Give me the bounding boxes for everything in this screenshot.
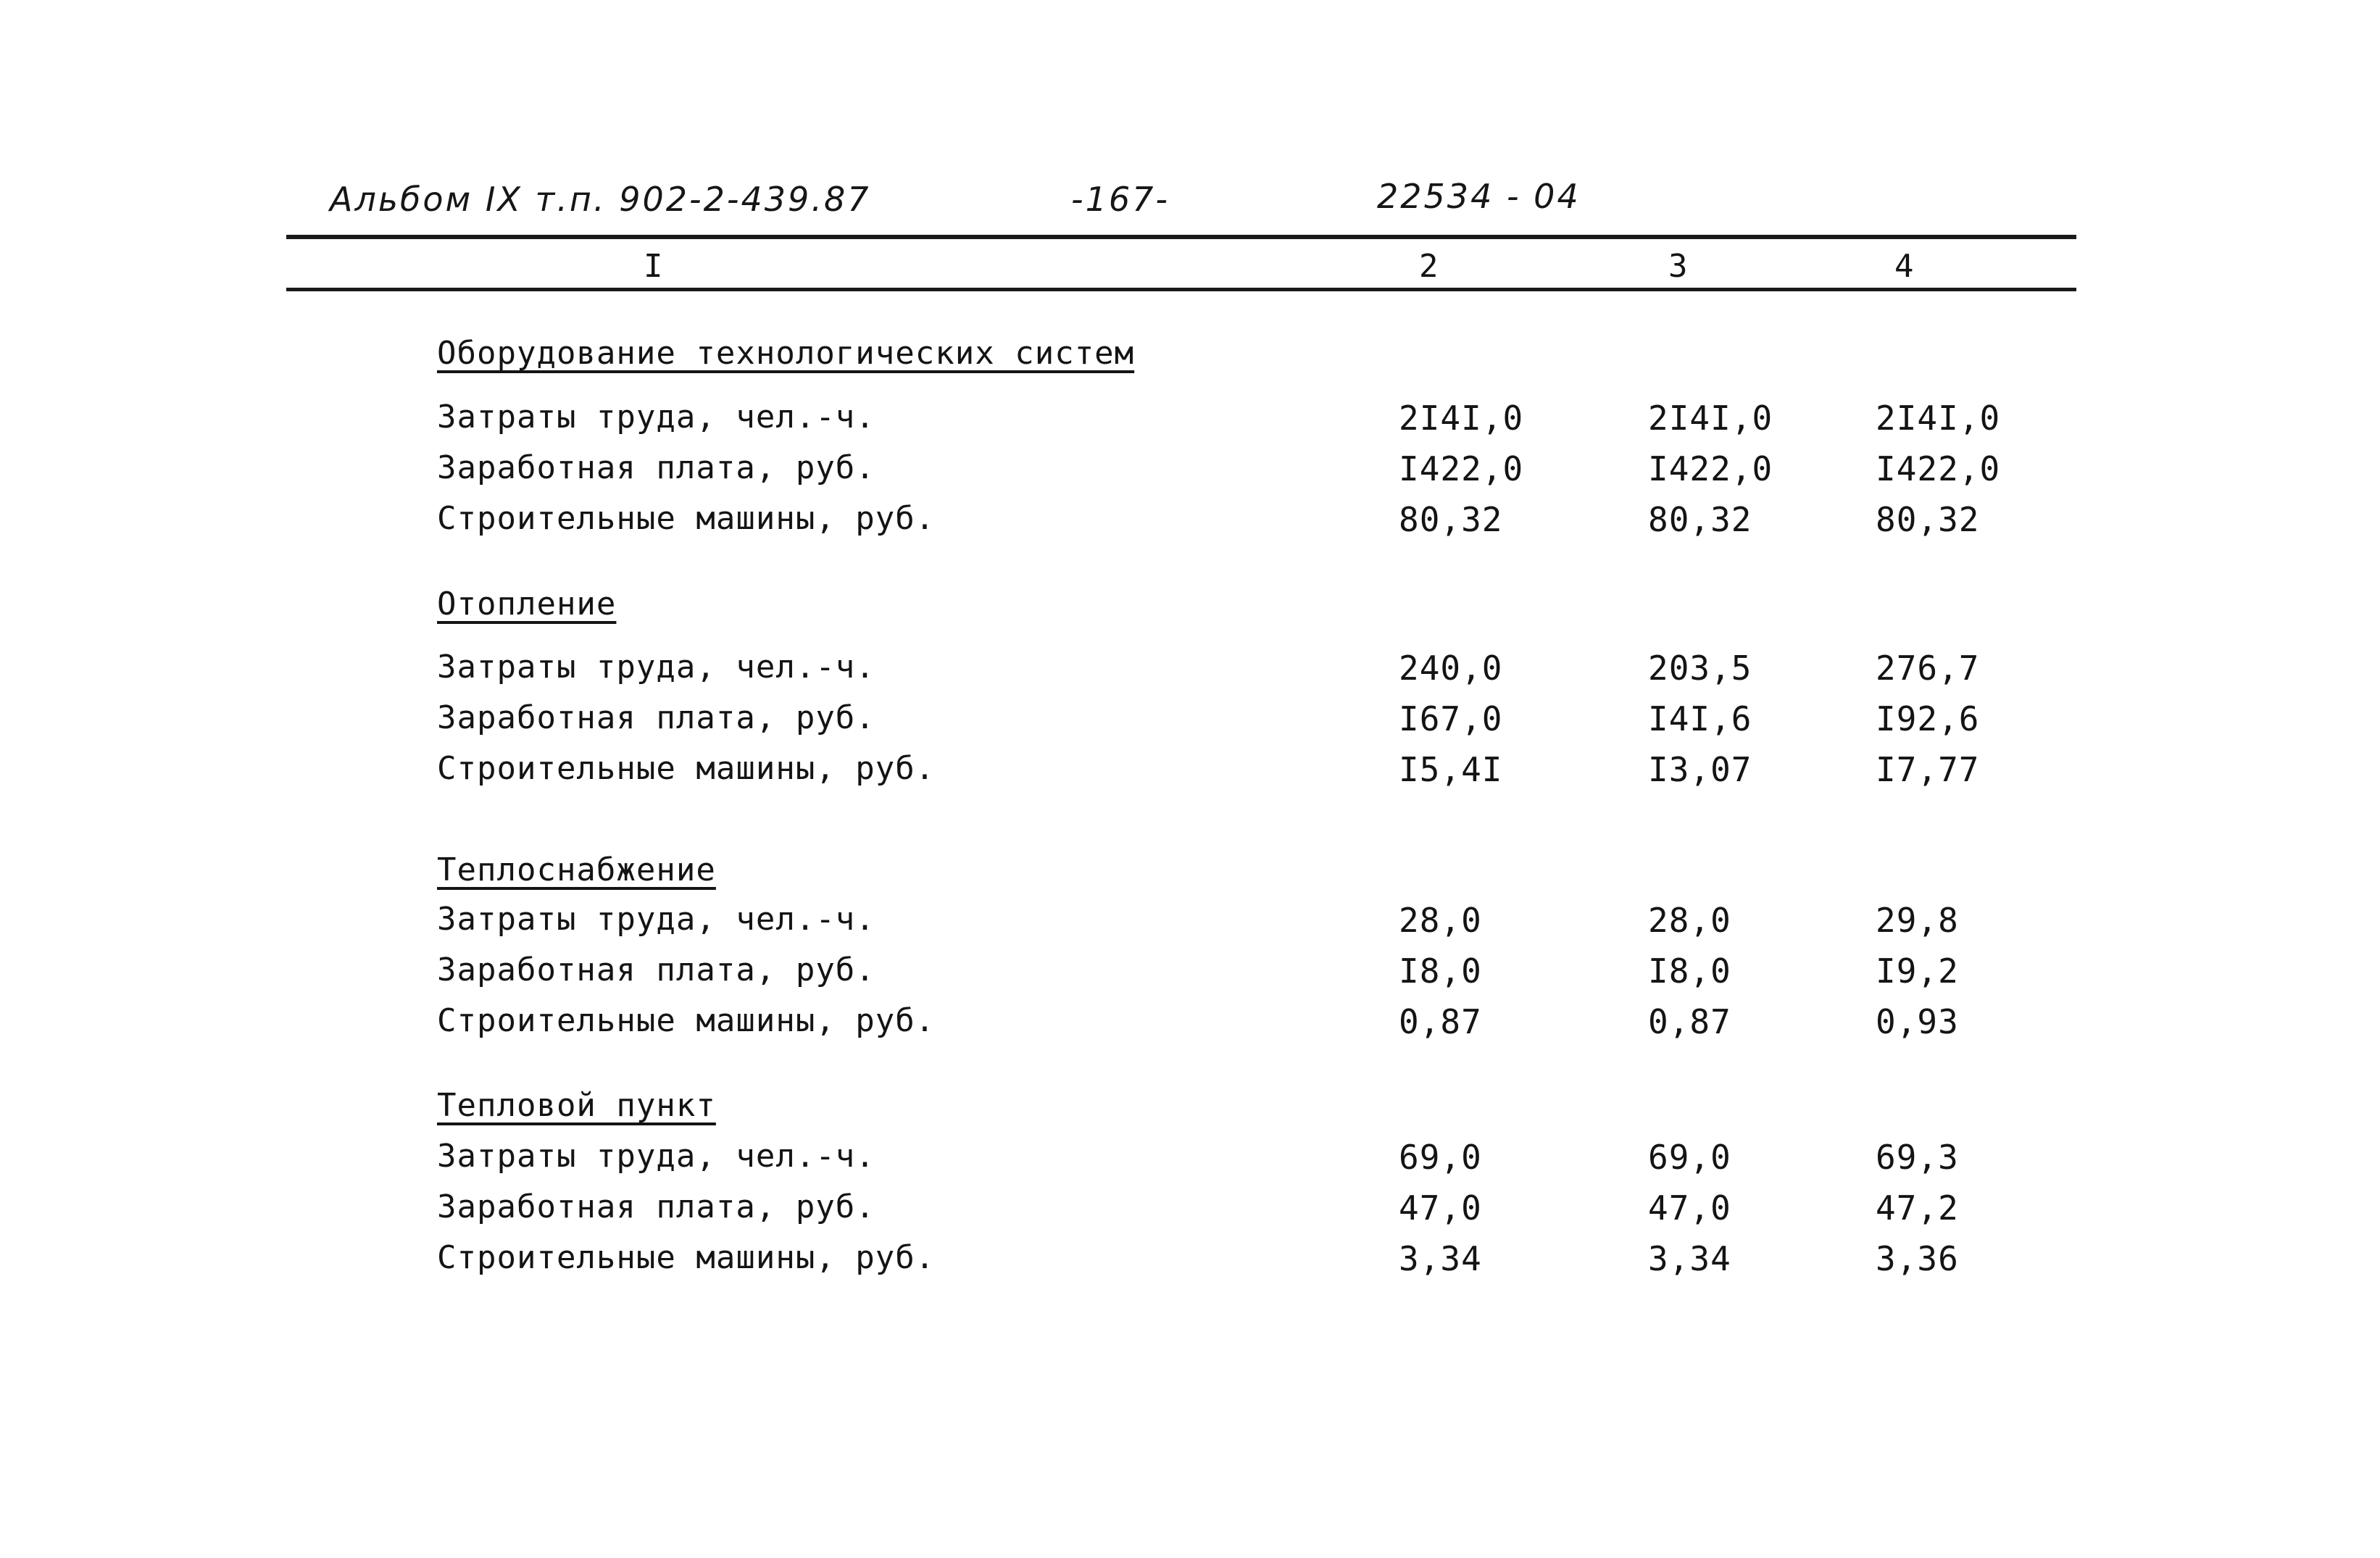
table-row xyxy=(0,699,2380,740)
row-value-col3: I4I,6 xyxy=(1648,699,1752,738)
section-title: Отопление xyxy=(437,586,617,622)
section-title: Теплоснабжение xyxy=(437,851,716,888)
section-title: Тепловой пункт xyxy=(437,1087,716,1124)
row-value-col4: I9,2 xyxy=(1876,951,1959,991)
row-value-col2: I5,4I xyxy=(1399,750,1503,789)
column-number-4: 4 xyxy=(1894,248,1914,285)
row-value-col2: 80,32 xyxy=(1399,500,1503,539)
row-label: Заработная плата, руб. xyxy=(437,699,875,736)
row-label: Затраты труда, чел.-ч. xyxy=(437,649,875,686)
row-label: Заработная плата, руб. xyxy=(437,951,875,988)
row-label: Строительные машины, руб. xyxy=(437,1002,936,1039)
row-value-col3: 80,32 xyxy=(1648,500,1752,539)
row-value-col3: 28,0 xyxy=(1648,901,1731,940)
row-value-col2: 0,87 xyxy=(1399,1002,1482,1041)
row-value-col2: 2I4I,0 xyxy=(1399,399,1524,438)
row-label: Строительные машины, руб. xyxy=(437,1239,936,1276)
table-row xyxy=(0,449,2380,490)
row-label: Затраты труда, чел.-ч. xyxy=(437,399,875,436)
row-value-col4: 276,7 xyxy=(1876,649,1980,688)
row-label: Заработная плата, руб. xyxy=(437,449,875,486)
row-value-col4: 0,93 xyxy=(1876,1002,1959,1041)
row-label: Заработная плата, руб. xyxy=(437,1188,875,1225)
table-row xyxy=(0,951,2380,992)
row-value-col3: I8,0 xyxy=(1648,951,1731,991)
column-number-2: 2 xyxy=(1419,248,1439,285)
document-number: 22534 - 04 xyxy=(1377,177,1581,216)
album-reference: Альбом IX т.п. 902-2-439.87 xyxy=(330,180,871,219)
row-value-col2: 3,34 xyxy=(1399,1239,1482,1278)
table-row xyxy=(0,750,2380,791)
row-value-col3: 69,0 xyxy=(1648,1138,1731,1177)
table-row xyxy=(0,399,2380,439)
row-value-col2: 47,0 xyxy=(1399,1188,1482,1228)
table-row xyxy=(0,1002,2380,1043)
row-label: Затраты труда, чел.-ч. xyxy=(437,1138,875,1175)
row-value-col4: 2I4I,0 xyxy=(1876,399,2001,438)
row-value-col3: 2I4I,0 xyxy=(1648,399,1773,438)
table-row xyxy=(0,1188,2380,1229)
row-value-col2: I422,0 xyxy=(1399,449,1524,488)
table-header-rule xyxy=(286,288,2076,291)
row-value-col4: I422,0 xyxy=(1876,449,2001,488)
column-number-1: I xyxy=(644,248,663,285)
row-value-col2: 69,0 xyxy=(1399,1138,1482,1177)
row-value-col2: 28,0 xyxy=(1399,901,1482,940)
row-label: Затраты труда, чел.-ч. xyxy=(437,901,875,938)
row-value-col3: I422,0 xyxy=(1648,449,1773,488)
row-label: Строительные машины, руб. xyxy=(437,500,936,537)
row-value-col2: I67,0 xyxy=(1399,699,1503,738)
row-value-col2: 240,0 xyxy=(1399,649,1503,688)
row-value-col3: 3,34 xyxy=(1648,1239,1731,1278)
column-number-3: 3 xyxy=(1668,248,1688,285)
row-value-col4: 47,2 xyxy=(1876,1188,1959,1228)
row-value-col4: 3,36 xyxy=(1876,1239,1959,1278)
row-value-col4: 29,8 xyxy=(1876,901,1959,940)
page-number: -167- xyxy=(1071,180,1170,219)
section-title: Оборудование технологических систем xyxy=(437,335,1135,372)
row-value-col3: 0,87 xyxy=(1648,1002,1731,1041)
table-row xyxy=(0,500,2380,541)
table-top-rule xyxy=(286,235,2076,239)
row-value-col4: 69,3 xyxy=(1876,1138,1959,1177)
table-row xyxy=(0,649,2380,689)
row-value-col3: 47,0 xyxy=(1648,1188,1731,1228)
table-row xyxy=(0,1138,2380,1178)
table-row xyxy=(0,901,2380,941)
row-value-col2: I8,0 xyxy=(1399,951,1482,991)
row-value-col4: I92,6 xyxy=(1876,699,1980,738)
table-row xyxy=(0,1239,2380,1280)
row-value-col3: I3,07 xyxy=(1648,750,1752,789)
row-label: Строительные машины, руб. xyxy=(437,750,936,787)
row-value-col4: 80,32 xyxy=(1876,500,1980,539)
row-value-col3: 203,5 xyxy=(1648,649,1752,688)
row-value-col4: I7,77 xyxy=(1876,750,1980,789)
